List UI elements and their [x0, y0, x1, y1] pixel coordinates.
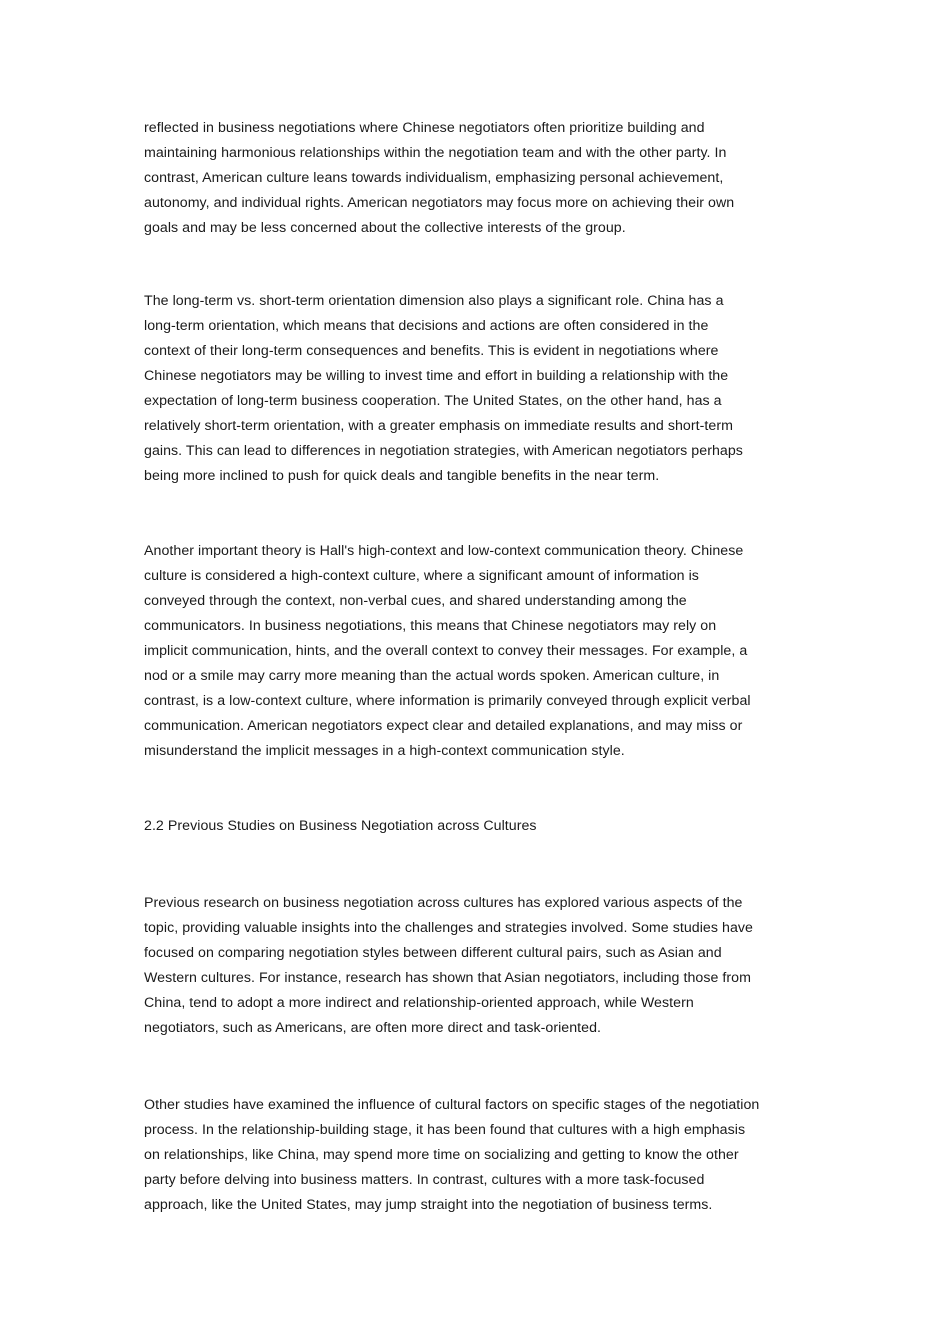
- text-line: Previous research on business negotiation across cultures has explored various aspects of the: [144, 895, 743, 911]
- paragraph-spacer: [144, 764, 808, 814]
- text-line: being more inclined to push for quick deals and tangible benefits in the near term.: [144, 468, 660, 484]
- text-line: contrast, American culture leans towards individualism, emphasizing personal achievement,: [144, 170, 724, 186]
- text-line: context of their long-term consequences and benefits. This is evident in negotiations where: [144, 343, 719, 359]
- document-body: [144, 116, 808, 1218]
- text-line: on relationships, like China, may spend more time on socializing and getting to know the other: [144, 1147, 739, 1163]
- paragraph-spacer: [144, 839, 808, 891]
- text-line: reflected in business negotiations where Chinese negotiators often prioritize building and: [144, 120, 705, 136]
- text-line: negotiators, such as Americans, are often more direct and task-oriented.: [144, 1020, 602, 1036]
- text-line: expectation of long-term business cooperation. The United States, on the other hand, has a: [144, 393, 722, 409]
- paragraph-negotiation-stages: [144, 1093, 808, 1218]
- paragraph-spacer: [144, 489, 808, 539]
- text-line: implicit communication, hints, and the overall context to convey their messages. For example, a: [144, 643, 748, 659]
- paragraph-high-context-theory: [144, 539, 808, 764]
- text-line: Chinese negotiators may be willing to invest time and effort in building a relationship with the: [144, 368, 729, 384]
- text-line: approach, like the United States, may jump straight into the negotiation of business terms.: [144, 1197, 713, 1213]
- text-line: autonomy, and individual rights. American negotiators may focus more on achieving their own: [144, 195, 735, 211]
- text-line: party before delving into business matters. In contrast, cultures with a more task-focused: [144, 1172, 705, 1188]
- text-line: nod or a smile may carry more meaning than the actual words spoken. American culture, in: [144, 668, 720, 684]
- text-line: gains. This can lead to differences in negotiation strategies, with American negotiators perhaps: [144, 443, 743, 459]
- paragraph-long-term-orientation: [144, 289, 808, 489]
- text-line: communicators. In business negotiations, this means that Chinese negotiators may rely on: [144, 618, 717, 634]
- text-line: long-term orientation, which means that decisions and actions are often considered in the: [144, 318, 709, 334]
- section-heading: [144, 814, 808, 839]
- text-line: culture is considered a high-context culture, where a significant amount of information is: [144, 568, 699, 584]
- text-line: misunderstand the implicit messages in a high-context communication style.: [144, 743, 625, 759]
- paragraph-spacer: [144, 1041, 808, 1093]
- text-line: China, tend to adopt a more indirect and relationship-oriented approach, while Western: [144, 995, 694, 1011]
- paragraph-previous-research: [144, 891, 808, 1041]
- paragraph-collectivism: [144, 116, 808, 241]
- text-line: topic, providing valuable insights into the challenges and strategies involved. Some studies have: [144, 920, 753, 936]
- text-line: Western cultures. For instance, research has shown that Asian negotiators, including those from: [144, 970, 751, 986]
- text-line: maintaining harmonious relationships within the negotiation team and with the other party. In: [144, 145, 727, 161]
- text-line: contrast, is a low-context culture, where information is primarily conveyed through explicit verbal: [144, 693, 751, 709]
- text-line: goals and may be less concerned about the collective interests of the group.: [144, 220, 626, 236]
- paragraph-spacer: [144, 241, 808, 289]
- text-line: process. In the relationship-building stage, it has been found that cultures with a high emphasis: [144, 1122, 746, 1138]
- text-line: Another important theory is Hall's high-context and low-context communication theory. Chinese: [144, 543, 744, 559]
- text-line: conveyed through the context, non-verbal cues, and shared understanding among the: [144, 593, 687, 609]
- text-line: communication. American negotiators expect clear and detailed explanations, and may miss or: [144, 718, 743, 734]
- text-line: Other studies have examined the influence of cultural factors on specific stages of the negotiation: [144, 1097, 760, 1113]
- text-line: The long-term vs. short-term orientation dimension also plays a significant role. China has a: [144, 293, 724, 309]
- text-line: focused on comparing negotiation styles between different cultural pairs, such as Asian and: [144, 945, 722, 961]
- text-line: relatively short-term orientation, with a greater emphasis on immediate results and short-term: [144, 418, 733, 434]
- section-heading-text: 2.2 Previous Studies on Business Negotiation across Cultures: [144, 818, 537, 834]
